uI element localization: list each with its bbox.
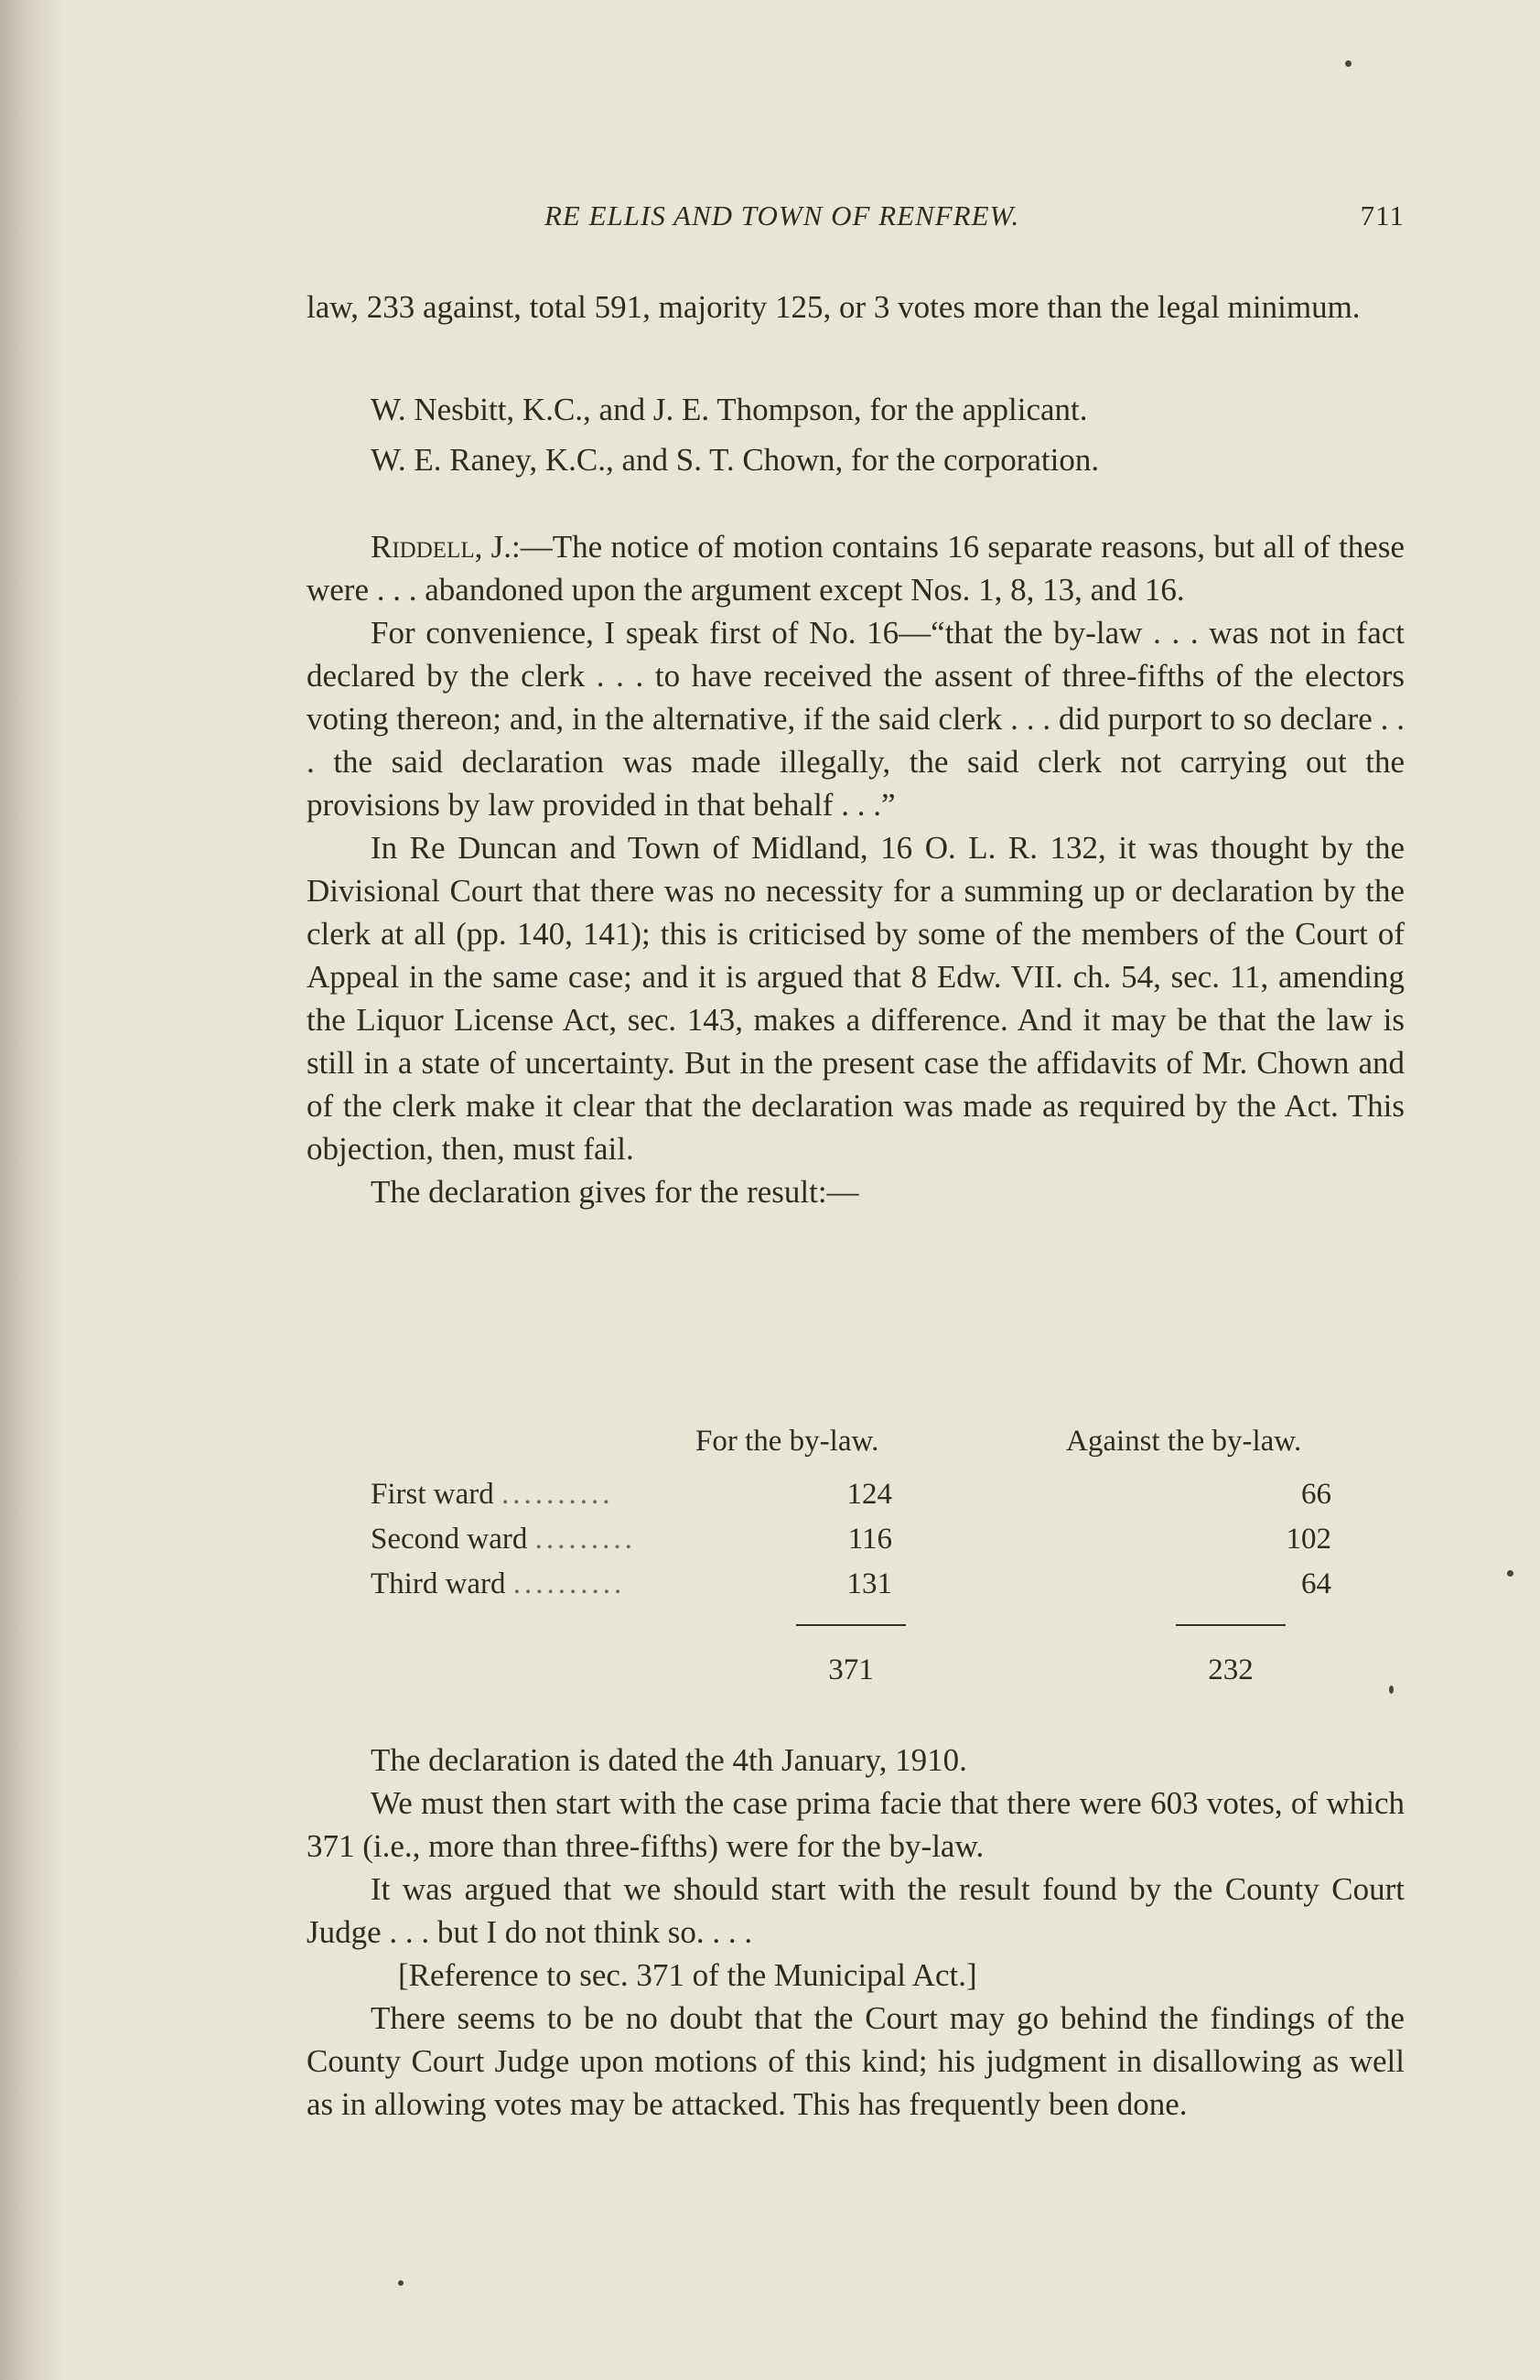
row-against-value: 66	[1301, 1478, 1331, 1511]
row-for-value: 116	[847, 1523, 892, 1556]
book-page	[307, 0, 1405, 2380]
running-head	[307, 199, 1405, 236]
paper-speck	[1345, 60, 1352, 67]
paper-speck	[1389, 1685, 1394, 1694]
judgment-paragraph-1	[307, 525, 1405, 611]
row-against-value: 64	[1301, 1567, 1331, 1600]
total-for-value: 371	[828, 1653, 874, 1686]
judge-name: Riddell, J.	[371, 529, 512, 565]
total-rule-against	[1176, 1624, 1286, 1626]
leader-dots: ..........	[501, 1478, 614, 1511]
after-paragraph-1: The declaration is dated the 4th January, 1910.	[371, 1742, 967, 1778]
running-title: RE ELLIS AND TOWN OF RENFREW.	[544, 199, 1020, 232]
judgment-block	[307, 525, 1405, 1213]
after-paragraph-4: [Reference to sec. 371 of the Municipal Act.]	[398, 1957, 977, 1993]
intro-paragraph: law, 233 against, total 591, majority 125, or 3 votes more than the legal minimum.	[307, 289, 1361, 325]
after-paragraph-3: It was argued that we should start with the result found by the County Court Judge . . . but I do not think so. . . .	[307, 1871, 1405, 1950]
leader-dots: .........	[534, 1523, 636, 1556]
row-for-value: 124	[846, 1478, 892, 1511]
after-table-block	[307, 1739, 1405, 2126]
table-total-row	[307, 1653, 1405, 1694]
total-against-value: 232	[1208, 1653, 1254, 1686]
judgment-paragraph-3: In Re Duncan and Town of Midland, 16 O. L. R. 132, it was thought by the Divisional Court that there was no necessity for a summing up or declaration by the clerk at all (pp. 140, 141); this is criticised by some of the members of the Court of Appeal in the same case; and it is argued that 8 Edw. VII. ch. 54, sec. 11, amending the Liquor License Act, sec. 143, makes a difference. And it may be that the law is still in a state of uncertainty. But in the present case the affidavits of Mr. Chown and of the clerk make it clear that the declaration was made as required by the Act. This objection, then, must fail.	[307, 830, 1405, 1167]
table-row	[307, 1567, 1405, 1608]
counsel-block	[307, 384, 1405, 485]
after-paragraph-2: We must then start with the case prima facie that there were 603 votes, of which 371 (i.e., more than three-fifths) were for the by-law.	[307, 1785, 1405, 1864]
column-header-against: Against the by-law.	[1066, 1425, 1302, 1458]
row-label: Third ward	[371, 1567, 506, 1600]
paper-speck	[398, 2280, 404, 2286]
row-label: First ward	[371, 1478, 494, 1511]
row-label: Second ward	[371, 1523, 528, 1556]
intro-block	[307, 285, 1405, 328]
judgment-paragraph-2: For convenience, I speak first of No. 16—“that the by-law . . . was not in fact declared by the clerk . . . to have received the assent of three-fifths of the electors voting thereon; and, in the alternative, if the said clerk . . . did purport to so declare . . . the said declaration was made illegally, the said clerk not carrying out the provisions by law provided in that behalf . . .”	[307, 615, 1405, 823]
after-paragraph-5: There seems to be no doubt that the Court may go behind the findings of the County Court Judge upon motions of this kind; his judgment in disallowing as well as in allowing votes may be attacked. This has frequently been done.	[307, 2000, 1405, 2122]
table-header-row	[307, 1425, 1405, 1465]
table-row	[307, 1478, 1405, 1518]
judgment-paragraph-1-text: :—The notice of motion contains 16 separate reasons, but all of these were . . . abandoned upon the argument except Nos. 1, 8, 13, and 16.	[307, 529, 1405, 608]
judgment-paragraph-4: The declaration gives for the result:—	[371, 1174, 859, 1210]
paper-speck	[1507, 1570, 1513, 1577]
total-rule-for	[796, 1624, 906, 1626]
column-header-for: For the by-law.	[695, 1425, 879, 1458]
row-for-value: 131	[846, 1567, 892, 1600]
leader-dots: ..........	[512, 1567, 626, 1600]
table-row	[307, 1523, 1405, 1563]
page-number: 711	[1360, 199, 1405, 232]
book-gutter-shadow	[0, 0, 64, 2380]
counsel-corporation: W. E. Raney, K.C., and S. T. Chown, for the corporation.	[371, 442, 1100, 478]
row-against-value: 102	[1286, 1523, 1331, 1556]
counsel-applicant: W. Nesbitt, K.C., and J. E. Thompson, for the applicant.	[371, 392, 1088, 427]
